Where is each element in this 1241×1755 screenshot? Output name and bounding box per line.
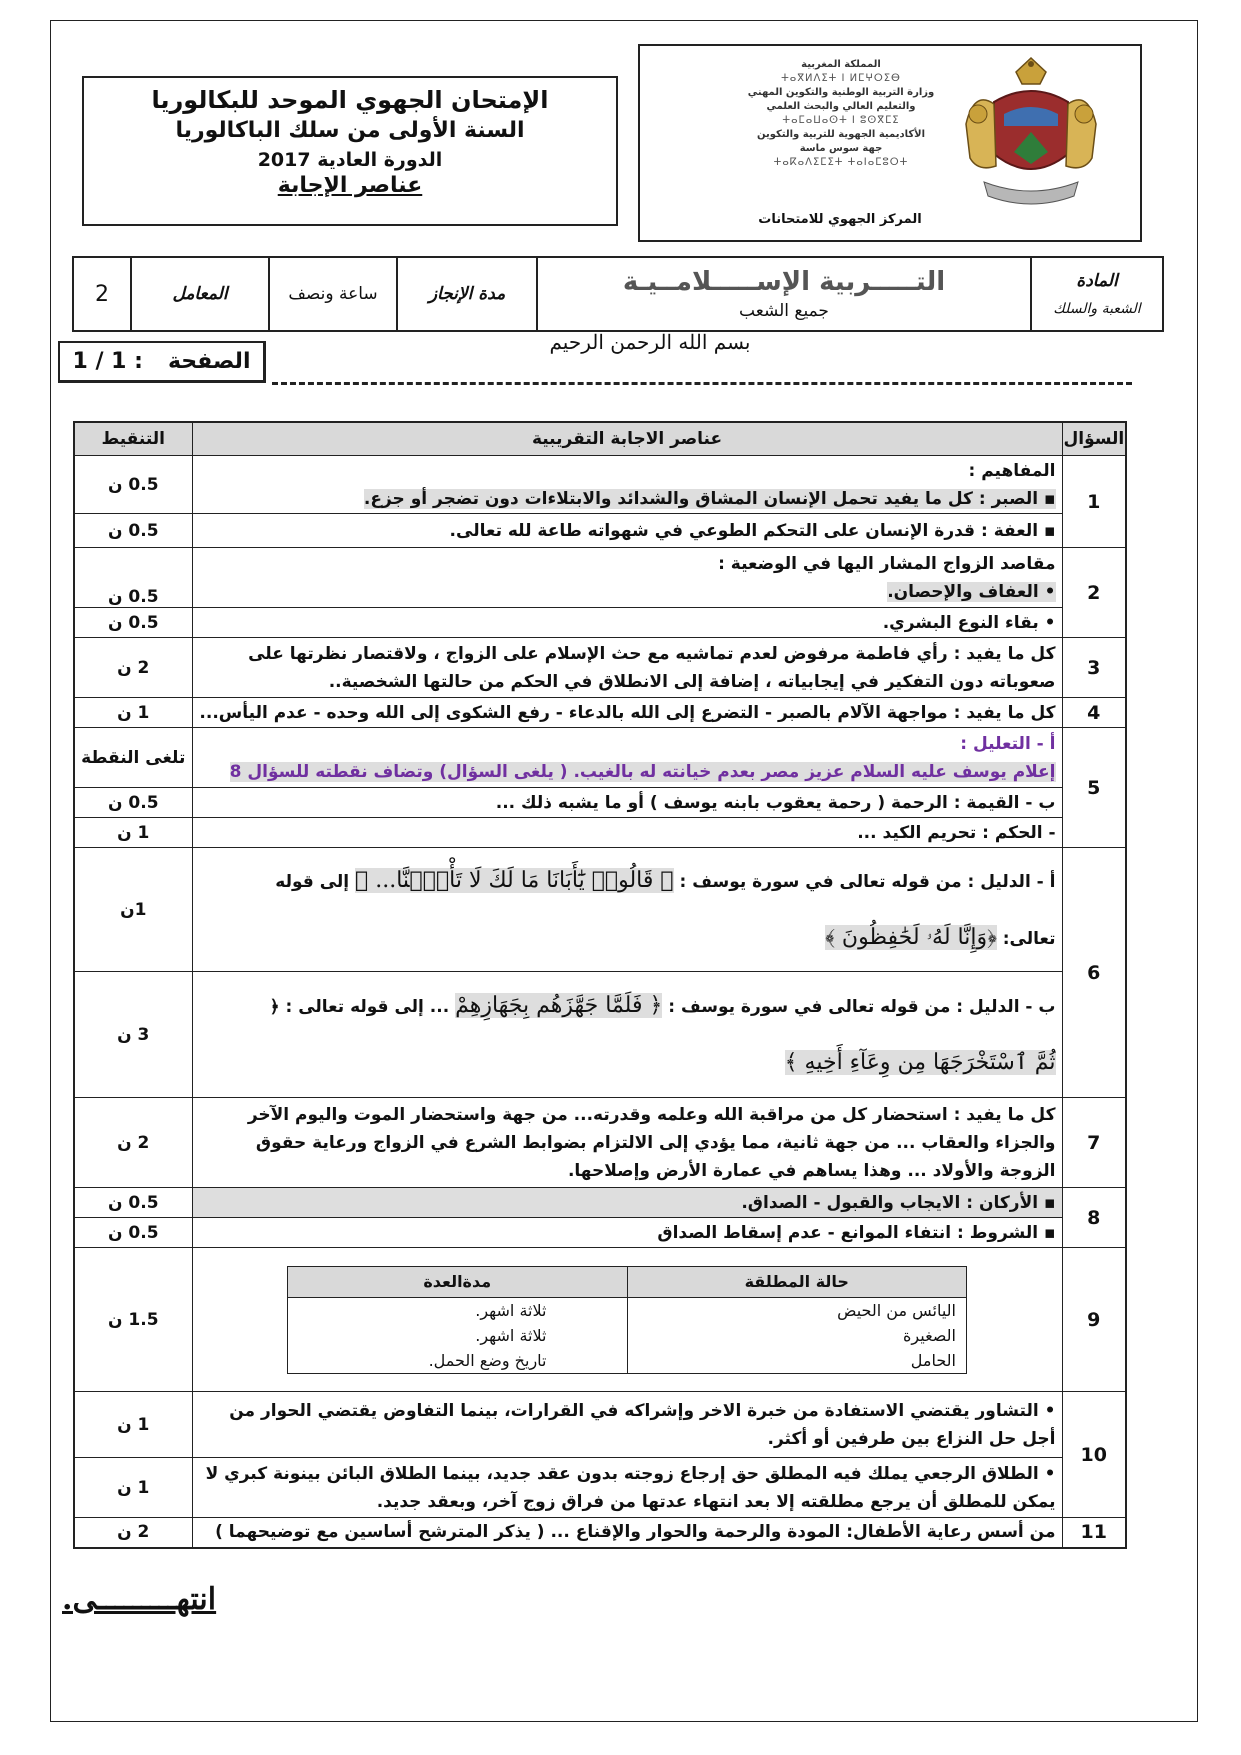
question-number: 11 (1062, 1518, 1126, 1548)
answer-intro: مقاصد الزواج المشار اليها في الوضعية : (718, 553, 1056, 574)
answer-cell: ▪ الأركان : الايجاب والقبول - الصداق. (192, 1188, 1062, 1218)
score-cell: 1.5 ن (74, 1248, 192, 1392)
answer-cell (192, 728, 1062, 788)
divorcee-state: الحامل (627, 1348, 967, 1374)
table-row (74, 848, 1126, 972)
tifinagh-line: ⵜⴰⵎⴰⵡⴰⵙⵜ ⵏ ⵓⵙⴳⵎⵉ (782, 115, 900, 126)
table-row (74, 638, 1126, 698)
quran-verse: ﴿ فَلَمَّا جَهَّزَهُم بِجَهَازِهِمْ (455, 992, 663, 1018)
table-row (74, 1458, 1126, 1518)
quran-verse: ثُمَّ ٱسْتَخْرَجَهَا مِن وِعَآءِ أَخِيهِ ﴾ (784, 1049, 1056, 1075)
exam-title-box (82, 76, 618, 226)
duration-value: ساعة ونصف (269, 257, 397, 331)
question-number: 6 (1062, 848, 1126, 1098)
table-row (74, 1248, 1126, 1392)
page-number-box (58, 341, 266, 383)
coefficient-label: المعامل (131, 257, 269, 331)
subject-label-cell (1031, 257, 1163, 331)
subject-cell (537, 257, 1031, 331)
end-marker: انتهـــــــــى. (62, 1582, 217, 1617)
answer-cell: ▪ العفة : قدرة الإنسان على التحكم الطوعي في شهواته طاعة لله تعالى. (192, 514, 1062, 548)
answer-line (199, 578, 1056, 606)
subject-label: المادة (1076, 271, 1118, 291)
table-row (74, 608, 1126, 638)
score-cell: 2 ن (74, 1098, 192, 1188)
answer-text: أ - الدليل : من قوله تعالى في سورة يوسف : (673, 871, 1056, 892)
table-row (74, 1098, 1126, 1188)
answer-cell: كل ما يفيد : رأي فاطمة مرفوض لعدم تماشيه مع حث الإسلام على الزواج ، ولاقتصار نظرتها على صعوباته دون التفكير في إيجابياته ، إضافة إلى الانطلاق في الحكم من حالتها الشخصية.. (192, 638, 1062, 698)
answer-cell (192, 972, 1062, 1098)
answer-cell: • الطلاق الرجعي يملك فيه المطلق حق إرجاع زوجته بدون عقد جديد، بينما الطلاق البائن بينونة كبري لا يمكن للمطلق أن يرجع مطلقته إلا بعد انتهاء عدتها من فراق زوج آخر، وبعقد جديد. (192, 1458, 1062, 1518)
table-row (74, 728, 1126, 788)
divorcee-state: الصغيرة (627, 1323, 967, 1348)
question-number: 2 (1062, 548, 1126, 638)
answer-text: إعلام يوسف عليه السلام عزيز مصر بعدم خيانته له بالغيب. ( يلغى السؤال) وتضاف نقطته للسؤال 8 (229, 761, 1056, 782)
answer-cell: كل ما يفيد : مواجهة الآلام بالصبر - التضرع إلى الله بالدعاء - رفع الشكوى إلى الله وحده - عدم اليأس... (192, 698, 1062, 728)
question-number: 1 (1062, 456, 1126, 548)
question-number: 10 (1062, 1392, 1126, 1518)
answer-text: • العفاف والإحصان. (887, 581, 1056, 602)
ministry-text-block (726, 58, 956, 208)
score-header: التنقيط (74, 422, 192, 456)
answer-text: تعالى: (996, 928, 1056, 949)
basmala (520, 330, 780, 354)
table-row (74, 1392, 1126, 1458)
score-cell: 0.5 ن (74, 548, 192, 608)
ministry-line: وزارة التربية الوطنية والتكوين المهني (747, 87, 935, 98)
table-row (74, 788, 1126, 818)
question-number: 4 (1062, 698, 1126, 728)
exam-session: الدورة العادية 2017 (257, 149, 443, 171)
answer-cell (192, 1248, 1062, 1392)
answer-text: ▪ الصبر : كل ما يفيد تحمل الإنسان المشاق والشدائد والابتلاءات دون تضجر أو جزع. (363, 488, 1056, 509)
score-cell: 1ن (74, 848, 192, 972)
ministry-line: المملكة المغربية (801, 59, 881, 70)
waiting-period: ثلاثة اشهر. (475, 1325, 547, 1345)
score-cell: 0.5 ن (74, 1188, 192, 1218)
question-number: 3 (1062, 638, 1126, 698)
answer-text: ب - الدليل : من قوله تعالى في سورة يوسف : (662, 996, 1056, 1017)
exam-level: السنة الأولى من سلك الباكالوريا (175, 118, 525, 143)
basmala-text: بسم الله الرحمن الرحيم (549, 330, 751, 354)
answer-cell: ب - القيمة : الرحمة ( رحمة يعقوب بابنه يوسف ) أو ما يشبه ذلك ... (192, 788, 1062, 818)
exam-title: الإمتحان الجهوي الموحد للبكالوريا (151, 86, 549, 114)
list-item (288, 1348, 967, 1374)
table-row (74, 1188, 1126, 1218)
answer-cell (192, 548, 1062, 608)
question-number: 8 (1062, 1188, 1126, 1248)
question-number: 5 (1062, 728, 1126, 848)
coefficient-value: 2 (73, 257, 131, 331)
answer-header: عناصر الاجابة التقريبية (192, 422, 1062, 456)
score-cell: 1 ن (74, 818, 192, 848)
subject-name: التـــــربية الإســـــلامــيـة (622, 267, 946, 297)
answer-cell: • التشاور يقتضي الاستفادة من خبرة الاخر وإشراكه في القرارات، بينما التفاوض يقتضي الحوار من أجل حل النزاع بين طرفين أو أكثر. (192, 1392, 1062, 1458)
score-cell: 3 ن (74, 972, 192, 1098)
table-row (74, 1218, 1126, 1248)
answer-cell: - الحكم : تحريم الكيد ... (192, 818, 1062, 848)
score-cell: تلغى النقطة (74, 728, 192, 788)
center-name: المركز الجهوي للامتحانات (758, 212, 922, 227)
score-cell: 0.5 ن (74, 1218, 192, 1248)
answer-cell: كل ما يفيد : استحضار كل من مراقبة الله وعلمه وقدرته... من جهة واستحضار الموت واليوم الآخر والجزاء والعقاب ... من جهة ثانية، مما يؤدي إلى الالتزام بضوابط الشرع في الزواج ورعاية حقوق الزوجة والأولاد ... وهذا يساهم في عمارة الأرض وإصلاحها. (192, 1098, 1062, 1188)
ministry-header-box (638, 44, 1142, 242)
table-row (74, 1518, 1126, 1548)
page-label: الصفحة (167, 349, 251, 374)
table-header (74, 422, 1126, 456)
table-row (74, 514, 1126, 548)
table-row (74, 548, 1126, 608)
answer-line (199, 978, 1056, 1035)
score-cell: 1 ن (74, 698, 192, 728)
answer-cell (192, 456, 1062, 514)
table-row (74, 456, 1126, 514)
answer-intro: المفاهيم : (968, 460, 1056, 481)
score-cell: 0.5 ن (74, 608, 192, 638)
answer-cell: من أسس رعاية الأطفال: المودة والرحمة والحوار والإقناع ... ( يذكر المترشح أساسين مع توضيحهما ) (192, 1518, 1062, 1548)
waiting-period: ثلاثة اشهر. (475, 1300, 547, 1320)
divorcee-state: اليائس من الحيض (627, 1297, 967, 1323)
stream-label: الشعبة والسلك (1053, 301, 1141, 317)
answer-line (199, 758, 1056, 786)
score-cell: 0.5 ن (74, 788, 192, 818)
duration-label: مدة الإنجاز (397, 257, 537, 331)
answer-cell: ▪ الشروط : انتفاء الموانع - عدم إسقاط الصداق (192, 1218, 1062, 1248)
quran-verse: ﴿ قَالُوا۟ يَٰٓأَبَانَا مَا لَكَ لَا تَأْمَ۫نَّا... ﴾ (355, 867, 674, 893)
waiting-period: تاريخ وضع الحمل. (428, 1350, 547, 1370)
list-item (288, 1323, 967, 1348)
state-header: حالة المطلقة (627, 1266, 967, 1297)
score-cell: 1 ن (74, 1392, 192, 1458)
score-cell: 0.5 ن (74, 514, 192, 548)
ministry-line: الأكاديمية الجهوية للتربية والتكوين (756, 129, 926, 140)
table-row (74, 818, 1126, 848)
streams: جميع الشعب (739, 301, 829, 321)
score-cell: 2 ن (74, 638, 192, 698)
answer-line (199, 910, 1056, 967)
tifinagh-line: ⵜⴰⴳⵍⴷⵉⵜ ⵏ ⵍⵎⵖⵔⵉⴱ (781, 73, 901, 84)
answers-table (73, 421, 1127, 1549)
quran-verse: ﴿وَإِنَّا لَهُۥ لَحَٰفِظُونَ ﴾ (825, 924, 997, 950)
answer-cell: • بقاء النوع البشري. (192, 608, 1062, 638)
tifinagh-line: ⵜⴰⴽⴰⴷⵉⵎⵉⵜ ⵜⴰⵏⴰⵎⵓⵔⵜ (773, 157, 909, 168)
score-cell: 0.5 ن (74, 456, 192, 514)
period-header: مدةالعدة (288, 1266, 628, 1297)
answer-cell (192, 848, 1062, 972)
question-number: 9 (1062, 1248, 1126, 1392)
list-item (288, 1297, 967, 1323)
score-cell: 2 ن (74, 1518, 192, 1548)
question-header: السؤال (1062, 422, 1126, 456)
dashed-separator (272, 382, 1132, 385)
ministry-line: والتعليم العالي والبحث العلمي (766, 101, 916, 112)
waiting-period-table (287, 1266, 967, 1374)
answer-text: ... إلى قوله تعالى : ﴿ (269, 996, 456, 1017)
question-number: 7 (1062, 1098, 1126, 1188)
table-row (74, 972, 1126, 1098)
answer-line (199, 853, 1056, 910)
answer-line (199, 485, 1056, 513)
page-number: : 1 / 1 (72, 349, 143, 374)
coat-of-arms-icon (956, 54, 1106, 214)
table-row (74, 698, 1126, 728)
doc-type: عناصر الإجابة (277, 173, 423, 198)
answer-text: إلى قوله (275, 871, 356, 892)
answer-line (199, 1035, 1056, 1092)
ministry-line: جهة سوس ماسة (799, 143, 883, 154)
answer-intro: أ - التعليل : (960, 733, 1056, 754)
exam-info-table (72, 256, 1164, 332)
score-cell: 1 ن (74, 1458, 192, 1518)
